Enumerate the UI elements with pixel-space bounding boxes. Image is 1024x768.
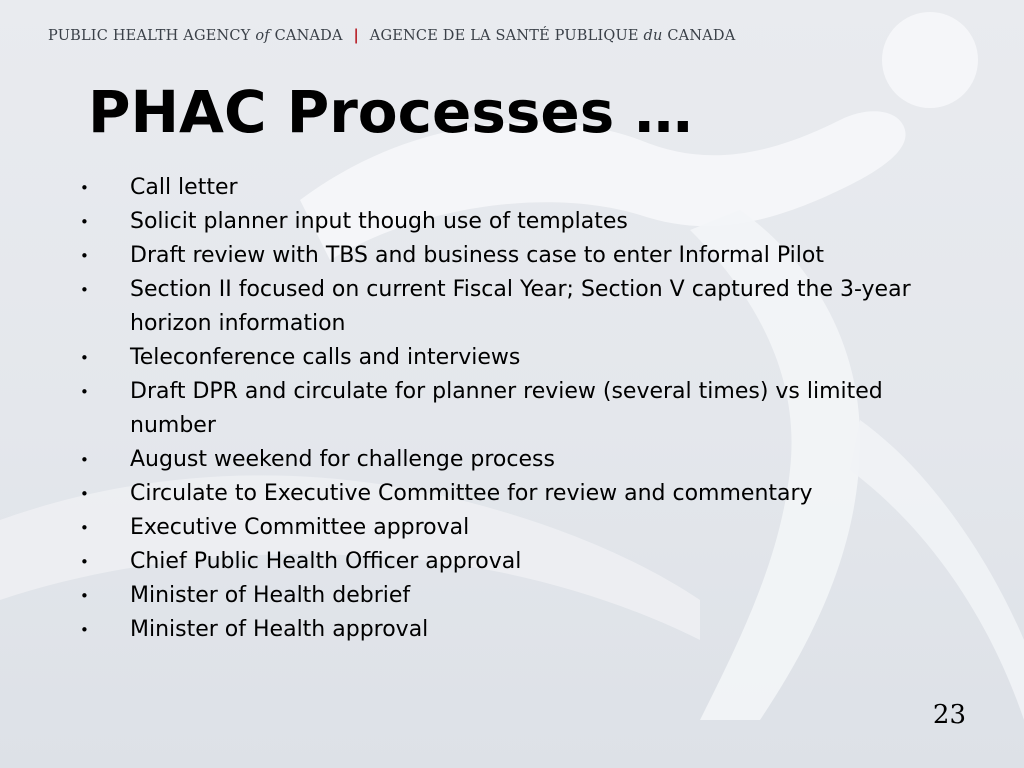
bullet-text: Teleconference calls and interviews: [130, 345, 521, 370]
bullet-item: [74, 171, 954, 205]
bullet-marker: •: [80, 213, 89, 231]
bullet-marker: •: [80, 451, 89, 469]
wordmark-en-part1: PUBLIC HEALTH AGENCY: [48, 28, 251, 44]
bullet-marker: •: [80, 519, 89, 537]
bullet-marker: •: [80, 553, 89, 571]
bullet-item: [74, 375, 954, 443]
bullet-marker: •: [80, 587, 89, 605]
bullet-item: [74, 545, 954, 579]
bullet-text: Draft review with TBS and business case to enter Informal Pilot: [130, 243, 824, 268]
bullet-item: [74, 579, 954, 613]
bullet-marker: •: [80, 485, 89, 503]
bullet-marker: •: [80, 621, 89, 639]
bullet-item: [74, 511, 954, 545]
bullet-text: Solicit planner input though use of templates: [130, 209, 628, 234]
bullet-marker: •: [80, 383, 89, 401]
bullet-marker: •: [80, 247, 89, 265]
bullet-text: Minister of Health approval: [130, 617, 429, 642]
bullet-text: Chief Public Health Officer approval: [130, 549, 522, 574]
wordmark-en-of: of: [255, 28, 270, 44]
bullet-item: [74, 613, 954, 647]
bullet-text: Circulate to Executive Committee for review and commentary: [130, 481, 813, 506]
page-number: 23: [932, 700, 966, 730]
wordmark-fr-du: du: [643, 28, 663, 44]
bullet-text: Executive Committee approval: [130, 515, 470, 540]
wordmark-separator: |: [353, 27, 359, 44]
bullet-item: [74, 341, 954, 375]
bullet-item: [74, 477, 954, 511]
bullet-item: [74, 239, 954, 273]
wordmark-en-part2: CANADA: [274, 28, 343, 44]
bullet-text: Call letter: [130, 175, 238, 200]
bullet-text: Section II focused on current Fiscal Year; Section V captured the 3-year horizon information: [130, 277, 911, 336]
agency-wordmark: [48, 27, 735, 44]
bullet-item: [74, 205, 954, 239]
bullet-list: [74, 171, 954, 647]
bullet-marker: •: [80, 179, 89, 197]
wordmark-fr-part1: AGENCE DE LA SANTÉ PUBLIQUE: [369, 28, 639, 44]
slide-title: PHAC Processes …: [88, 78, 693, 146]
bullet-text: Draft DPR and circulate for planner review (several times) vs limited number: [130, 379, 883, 438]
bullet-item: [74, 443, 954, 477]
bullet-marker: •: [80, 349, 89, 367]
wordmark-fr-part2: CANADA: [667, 28, 736, 44]
bullet-text: Minister of Health debrief: [130, 583, 411, 608]
bullet-marker: •: [80, 281, 89, 299]
bullet-item: [74, 273, 954, 341]
bullet-text: August weekend for challenge process: [130, 447, 555, 472]
